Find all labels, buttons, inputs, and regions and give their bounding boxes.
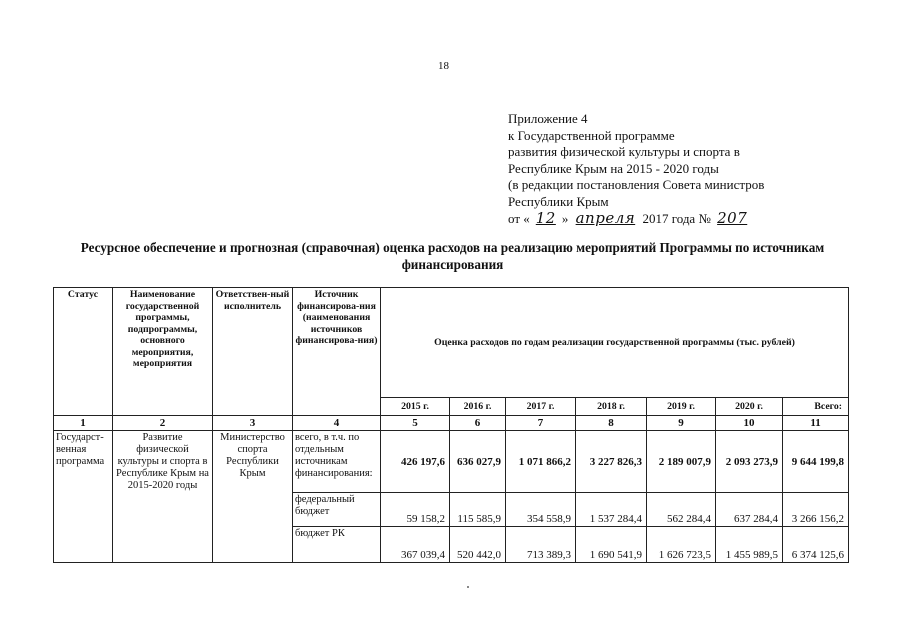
value-cell: 1 455 989,5 — [716, 527, 783, 563]
appendix-line: (в редакции постановления Совета министров — [508, 177, 765, 192]
header-status: Статус — [54, 288, 113, 416]
value-cell: 59 158,2 — [381, 493, 450, 527]
page-number: 18 — [438, 60, 449, 72]
value-cell: 636 027,9 — [450, 431, 506, 493]
value-cell: 637 284,4 — [716, 493, 783, 527]
value-cell: 115 585,9 — [450, 493, 506, 527]
column-number: 10 — [716, 416, 783, 431]
value-cell: 1 690 541,9 — [576, 527, 647, 563]
header-name: Наименование государственной программы, подпрограммы, основного мероприятия, мероприятия — [113, 288, 213, 416]
handwritten-day: 12 — [535, 209, 556, 227]
appendix-block — [508, 111, 764, 228]
column-number: 8 — [576, 416, 647, 431]
scan-speck — [467, 586, 469, 588]
header-executor: Ответствен-ный исполнитель — [213, 288, 293, 416]
value-cell: 6 374 125,6 — [783, 527, 849, 563]
handwritten-month: апреля — [575, 209, 636, 227]
date-quote-close: » — [561, 211, 569, 226]
appendix-line: развития физической культуры и спорта в — [508, 144, 740, 159]
header-year: 2015 г. — [381, 398, 450, 416]
value-cell: 562 284,4 — [647, 493, 716, 527]
header-year: 2018 г. — [576, 398, 647, 416]
appendix-line: Приложение 4 — [508, 111, 588, 126]
resolution-date-line — [508, 210, 764, 228]
resource-table — [53, 287, 849, 563]
appendix-line: Республике Крым на 2015 - 2020 годы — [508, 160, 719, 176]
value-cell: 354 558,9 — [506, 493, 576, 527]
value-cell: 520 442,0 — [450, 527, 506, 563]
value-cell: 1 626 723,5 — [647, 527, 716, 563]
date-prefix: от « — [508, 211, 530, 226]
value-cell: 3 227 826,3 — [576, 431, 647, 493]
header-year: 2017 г. — [506, 398, 576, 416]
value-cell: 1 071 866,2 — [506, 431, 576, 493]
value-cell: 426 197,6 — [381, 431, 450, 493]
value-cell: 9 644 199,8 — [783, 431, 849, 493]
header-year: 2019 г. — [647, 398, 716, 416]
header-year: 2016 г. — [450, 398, 506, 416]
column-number: 7 — [506, 416, 576, 431]
column-number: 4 — [293, 416, 381, 431]
appendix-line: к Государственной программе — [508, 127, 675, 143]
value-cell: 2 189 007,9 — [647, 431, 716, 493]
column-number: 9 — [647, 416, 716, 431]
column-number: 11 — [783, 416, 849, 431]
column-number: 2 — [113, 416, 213, 431]
document-heading: Ресурсное обеспечение и прогнозная (справочная) оценка расходов на реализацию мероприятий Программы по источникам финансирования — [80, 240, 825, 272]
year-text: 2017 года № — [642, 211, 711, 226]
table-row — [54, 431, 849, 493]
source-label: всего, в т.ч. по отдельным источникам финансирования: — [293, 431, 381, 493]
column-number: 3 — [213, 416, 293, 431]
column-number: 5 — [381, 416, 450, 431]
value-cell: 2 093 273,9 — [716, 431, 783, 493]
program-name: Развитие физической культуры и спорта в Республике Крым на 2015-2020 годы — [113, 431, 213, 563]
program-executor: Министерство спорта Республики Крым — [213, 431, 293, 563]
value-cell: 367 039,4 — [381, 527, 450, 563]
header-total: Всего: — [783, 398, 849, 416]
value-cell: 3 266 156,2 — [783, 493, 849, 527]
appendix-line: Республики Крым — [508, 193, 609, 209]
column-number: 1 — [54, 416, 113, 431]
column-number: 6 — [450, 416, 506, 431]
value-cell: 713 389,3 — [506, 527, 576, 563]
header-source: Источник финансирова-ния (наименования источников финансирова-ния) — [293, 288, 381, 416]
header-year: 2020 г. — [716, 398, 783, 416]
value-cell: 1 537 284,4 — [576, 493, 647, 527]
program-status: Государст-венная программа — [54, 431, 113, 563]
handwritten-number: 207 — [717, 209, 748, 227]
source-label: бюджет РК — [293, 527, 381, 563]
source-label: федеральный бюджет — [293, 493, 381, 527]
header-estimate: Оценка расходов по годам реализации государственной программы (тыс. рублей) — [381, 288, 849, 398]
